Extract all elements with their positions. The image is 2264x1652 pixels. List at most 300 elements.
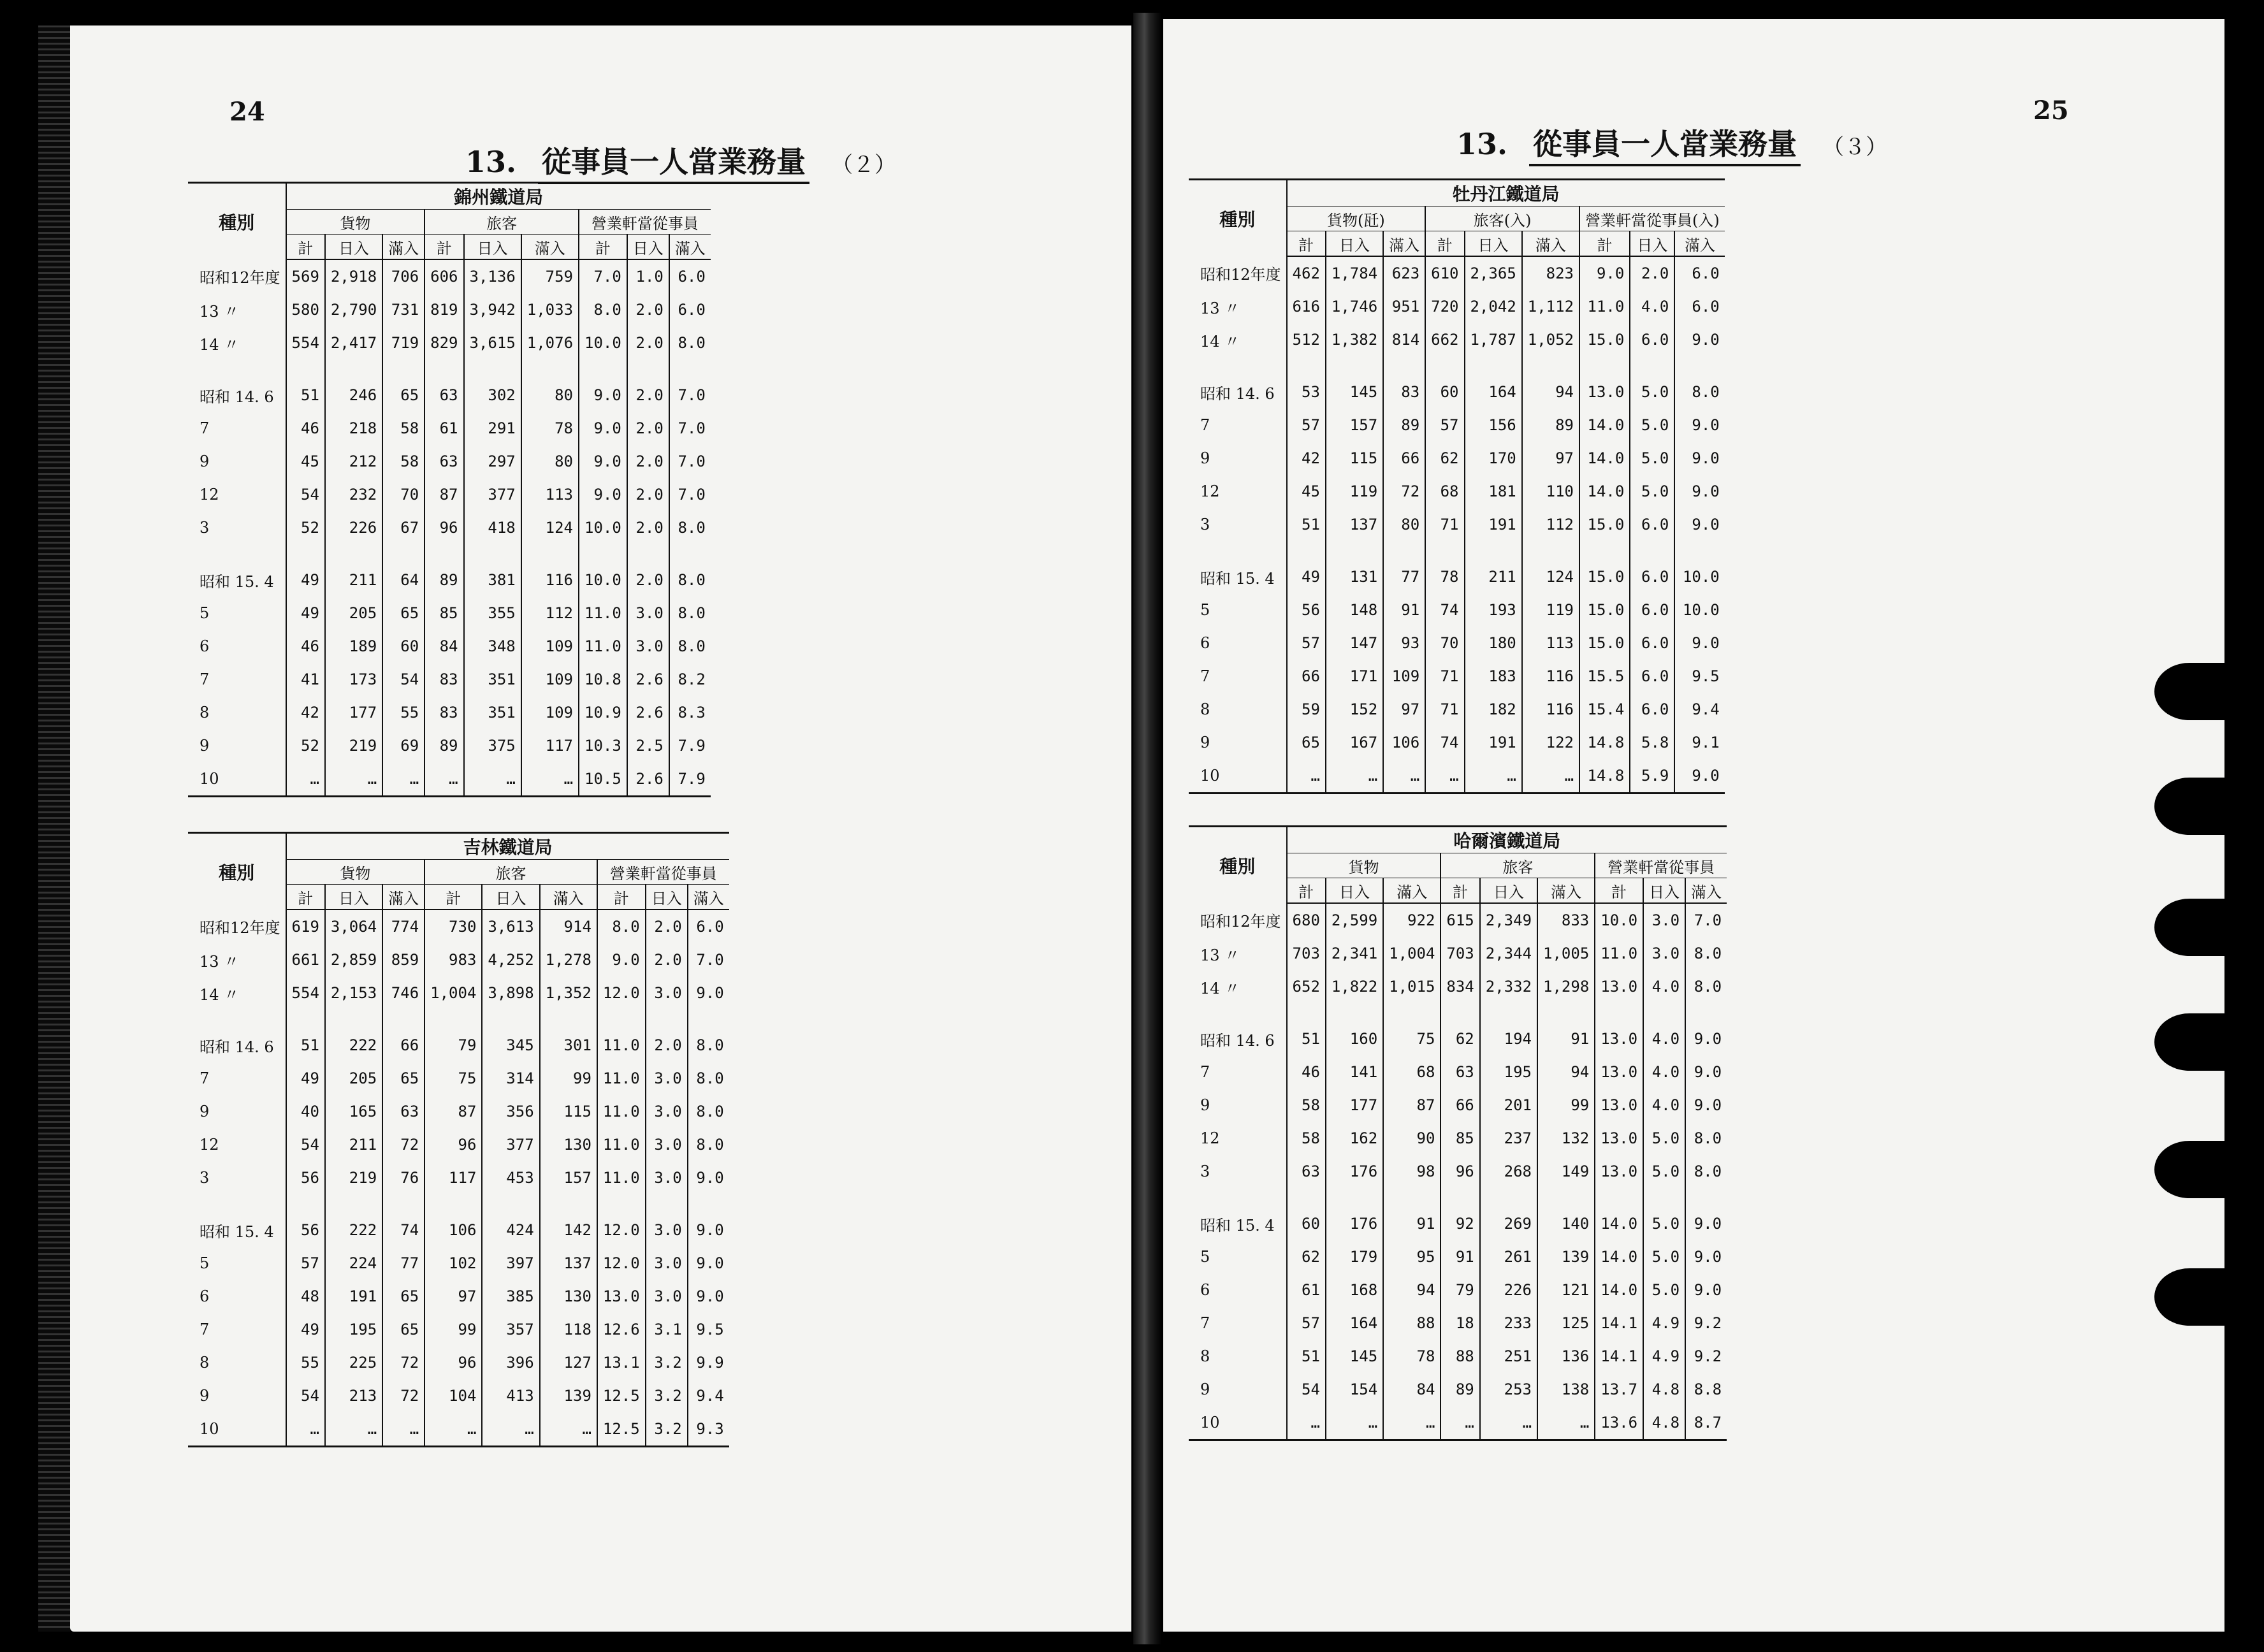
data-cell: 5.0	[1643, 1273, 1685, 1307]
data-cell: 139	[1537, 1240, 1595, 1273]
data-cell: 45	[286, 445, 325, 478]
title-text: 従事員一人當業務量	[538, 145, 809, 184]
table-row	[188, 630, 711, 663]
spacer-cell	[464, 544, 521, 563]
data-cell: 177	[1326, 1089, 1383, 1122]
data-cell: 2.0	[627, 412, 669, 445]
data-cell: 13.0	[1595, 1122, 1643, 1155]
data-cell: 8.2	[669, 663, 711, 696]
data-cell: 72	[382, 1346, 424, 1379]
spacer-cell	[1537, 1003, 1595, 1022]
column-group-header: 貨物(瓩)	[1287, 207, 1426, 231]
data-cell: 381	[464, 563, 521, 597]
spacer-cell	[464, 359, 521, 379]
data-cell: 79	[1440, 1273, 1479, 1307]
data-cell: 2.6	[627, 663, 669, 696]
column-header: 日入	[1326, 878, 1383, 904]
data-cell: 11.0	[1579, 290, 1630, 323]
column-header: 滿入	[1522, 231, 1579, 257]
row-label: 12	[1200, 1129, 1220, 1147]
data-cell: …	[1425, 759, 1464, 793]
data-cell: 53	[1287, 375, 1326, 409]
spacer-cell	[382, 1010, 424, 1029]
data-cell: 1,298	[1537, 970, 1595, 1003]
spacer-cell	[1685, 1003, 1727, 1022]
table-row	[188, 326, 711, 359]
data-cell: 5.9	[1630, 759, 1674, 793]
data-cell: 118	[540, 1313, 597, 1346]
data-cell: 64	[382, 563, 424, 597]
data-cell: …	[1522, 759, 1579, 793]
data-cell: …	[482, 1412, 539, 1447]
row-label: 5	[200, 1254, 210, 1272]
data-cell: 157	[540, 1161, 597, 1194]
data-cell: 11.0	[597, 1095, 646, 1128]
data-cell: 54	[382, 663, 424, 696]
row-label: 7	[200, 1321, 210, 1338]
spacer-cell	[1522, 356, 1579, 375]
spacer-cell	[1674, 541, 1724, 560]
data-cell: …	[1480, 1406, 1537, 1440]
data-cell: 211	[325, 563, 382, 597]
title-text: 從事員一人當業務量	[1529, 127, 1801, 166]
data-cell: 610	[1425, 256, 1464, 290]
data-cell: 5.0	[1630, 442, 1674, 475]
row-label: 13 〃	[1200, 946, 1240, 964]
data-cell: 12.0	[597, 976, 646, 1010]
data-cell: 57	[1287, 409, 1326, 442]
row-label: 9	[1200, 1380, 1210, 1398]
table-row	[1189, 1307, 1727, 1340]
data-cell: 61	[1287, 1273, 1326, 1307]
data-cell: 706	[382, 259, 424, 293]
data-cell: 3.2	[646, 1379, 688, 1412]
table-row	[1189, 693, 1725, 726]
page-notch	[2154, 663, 2224, 720]
data-cell: 57	[1425, 409, 1464, 442]
column-header: 滿入	[1685, 878, 1727, 904]
data-cell: 157	[1326, 409, 1383, 442]
data-cell: 193	[1465, 593, 1522, 627]
data-cell: 10.0	[1674, 560, 1724, 593]
data-cell: 85	[1440, 1122, 1479, 1155]
table-row	[1189, 1273, 1727, 1307]
data-cell: …	[424, 1412, 482, 1447]
data-cell: 80	[521, 445, 579, 478]
data-cell: 191	[1465, 726, 1522, 759]
table-row	[1189, 1240, 1727, 1273]
data-cell: 269	[1480, 1207, 1537, 1240]
spacer-cell	[521, 544, 579, 563]
data-cell: 5.0	[1643, 1155, 1685, 1188]
data-cell: 115	[1326, 442, 1383, 475]
data-cell: 71	[1425, 508, 1464, 541]
data-cell: 9.0	[1685, 1273, 1727, 1307]
data-cell: 156	[1465, 409, 1522, 442]
spacer-cell	[597, 1010, 646, 1029]
data-cell: 63	[424, 445, 463, 478]
spacer-cell	[286, 544, 325, 563]
data-cell: 3.0	[646, 1062, 688, 1095]
row-spacer	[1189, 1003, 1727, 1022]
table-row	[1189, 323, 1725, 356]
data-cell: 3,136	[464, 259, 521, 293]
data-cell: 96	[424, 511, 463, 544]
data-cell: 580	[286, 293, 325, 326]
data-cell: 413	[482, 1379, 539, 1412]
data-cell: 2.5	[627, 729, 669, 762]
column-group-header: 貨物	[1287, 853, 1441, 878]
spacer-cell	[286, 1010, 325, 1029]
data-cell: 66	[1287, 660, 1326, 693]
data-cell: 191	[325, 1280, 382, 1313]
spacer-cell	[1326, 1003, 1383, 1022]
data-cell: 774	[382, 909, 424, 943]
data-cell: 6.0	[1674, 256, 1724, 290]
row-label: 13 〃	[1200, 299, 1240, 317]
data-cell: 3.0	[646, 976, 688, 1010]
data-cell: 160	[1326, 1022, 1383, 1055]
page-notch	[2154, 778, 2224, 835]
spacer-cell	[325, 1010, 382, 1029]
spacer-cell	[1480, 1188, 1537, 1207]
data-cell: 14.0	[1595, 1273, 1643, 1307]
data-cell: 65	[382, 1280, 424, 1313]
data-cell: 195	[1480, 1055, 1537, 1089]
data-cell: 141	[1326, 1055, 1383, 1089]
data-cell: …	[286, 1412, 325, 1447]
office-name: 錦州鐵道局	[286, 183, 711, 210]
right-page	[1163, 19, 2224, 1632]
data-cell: 829	[424, 326, 463, 359]
data-cell: 110	[1522, 475, 1579, 508]
data-cell: 205	[325, 597, 382, 630]
data-cell: 15.0	[1579, 323, 1630, 356]
data-cell: 983	[424, 943, 482, 976]
data-cell: 3.0	[646, 1128, 688, 1161]
row-label: 7	[1200, 1314, 1210, 1332]
table-row	[188, 1280, 729, 1313]
data-cell: 219	[325, 729, 382, 762]
title-number: 13.	[1456, 127, 1508, 161]
data-cell: 71	[1425, 693, 1464, 726]
data-cell: 42	[1287, 442, 1326, 475]
title-number: 13.	[465, 145, 517, 179]
data-cell: 6.0	[688, 909, 729, 943]
spacer-cell	[1685, 1188, 1727, 1207]
data-cell: 731	[382, 293, 424, 326]
data-cell: 55	[382, 696, 424, 729]
data-cell: 833	[1537, 903, 1595, 937]
data-cell: 7.9	[669, 762, 711, 797]
data-cell: 3.0	[646, 1247, 688, 1280]
data-cell: 396	[482, 1346, 539, 1379]
data-cell: 4,252	[482, 943, 539, 976]
data-cell: 1,382	[1326, 323, 1383, 356]
table-row	[1189, 1022, 1727, 1055]
spacer-cell	[1537, 1188, 1595, 1207]
data-cell: 15.0	[1579, 593, 1630, 627]
data-cell: 130	[540, 1128, 597, 1161]
data-cell: 109	[521, 663, 579, 696]
row-label: 14 〃	[1200, 332, 1240, 351]
data-cell: …	[1287, 759, 1326, 793]
data-cell: …	[1326, 759, 1383, 793]
table-row	[1189, 560, 1725, 593]
data-cell: 74	[1425, 726, 1464, 759]
spacer-cell	[1189, 541, 1287, 560]
row-label: 7	[1200, 667, 1210, 685]
row-label: 昭和 14. 6	[200, 1038, 274, 1056]
data-cell: 49	[286, 597, 325, 630]
data-cell: 48	[286, 1280, 325, 1313]
spacer-cell	[1189, 1003, 1287, 1022]
data-cell: 3.0	[627, 597, 669, 630]
table-row	[1189, 508, 1725, 541]
data-cell: 2,344	[1480, 937, 1537, 970]
row-label: 13 〃	[200, 302, 240, 321]
data-cell: 127	[540, 1346, 597, 1379]
data-cell: 70	[382, 478, 424, 511]
column-group-header: 旅客	[424, 210, 579, 235]
table-row	[1189, 593, 1725, 627]
data-cell: 1,076	[521, 326, 579, 359]
data-cell: 52	[286, 729, 325, 762]
row-label: 3	[200, 1169, 210, 1187]
spacer-cell	[482, 1194, 539, 1214]
data-cell: 1,787	[1465, 323, 1522, 356]
data-cell: 62	[1287, 1240, 1326, 1273]
data-cell: 385	[482, 1280, 539, 1313]
data-cell: 2.0	[627, 511, 669, 544]
data-cell: 76	[382, 1161, 424, 1194]
spacer-cell	[286, 1194, 325, 1214]
table-row	[188, 1062, 729, 1095]
table-row	[188, 1346, 729, 1379]
spacer-cell	[325, 1194, 382, 1214]
row-label: 7	[200, 670, 210, 688]
data-cell: 9.3	[688, 1412, 729, 1447]
data-cell: 13.0	[1595, 1022, 1643, 1055]
column-header: 計	[1579, 231, 1630, 257]
data-cell: 5.0	[1643, 1207, 1685, 1240]
spacer-cell	[540, 1010, 597, 1029]
data-cell: …	[1537, 1406, 1595, 1440]
data-cell: 2,859	[325, 943, 382, 976]
spacer-cell	[646, 1194, 688, 1214]
data-cell: 96	[424, 1128, 482, 1161]
data-cell: 115	[540, 1095, 597, 1128]
data-cell: 78	[521, 412, 579, 445]
row-label: 5	[200, 604, 210, 622]
data-cell: 3.0	[646, 1161, 688, 1194]
data-cell: 246	[325, 379, 382, 412]
data-cell: 7.0	[669, 379, 711, 412]
spacer-cell	[669, 359, 711, 379]
data-cell: 72	[382, 1379, 424, 1412]
data-cell: 97	[424, 1280, 482, 1313]
data-cell: 1,033	[521, 293, 579, 326]
spacer-cell	[1595, 1003, 1643, 1022]
row-header: 種別	[1219, 208, 1256, 230]
data-cell: 67	[382, 511, 424, 544]
column-header: 計	[424, 235, 463, 260]
data-cell: 95	[1383, 1240, 1440, 1273]
office-name: 哈爾濱鐵道局	[1287, 827, 1727, 853]
table-row	[188, 729, 711, 762]
data-cell: 1,784	[1326, 256, 1383, 290]
spacer-cell	[646, 1010, 688, 1029]
data-cell: 148	[1326, 593, 1383, 627]
data-cell: 46	[286, 412, 325, 445]
data-cell: 834	[1440, 970, 1479, 1003]
data-cell: 173	[325, 663, 382, 696]
data-cell: 63	[382, 1095, 424, 1128]
data-cell: 1,015	[1383, 970, 1440, 1003]
data-cell: …	[382, 762, 424, 797]
data-cell: 65	[382, 379, 424, 412]
column-header: 日入	[627, 235, 669, 260]
column-header: 日入	[482, 885, 539, 910]
table-row	[188, 511, 711, 544]
data-cell: 52	[286, 511, 325, 544]
data-cell: 2.0	[646, 909, 688, 943]
data-cell: 106	[1383, 726, 1425, 759]
data-cell: 181	[1465, 475, 1522, 508]
data-cell: 623	[1383, 256, 1425, 290]
spacer-cell	[1383, 1003, 1440, 1022]
data-cell: 71	[1425, 660, 1464, 693]
data-cell: 54	[286, 1128, 325, 1161]
data-cell: 3.0	[646, 1095, 688, 1128]
row-label: 昭和 14. 6	[1200, 1031, 1275, 1050]
spacer-cell	[382, 1194, 424, 1214]
spacer-cell	[1630, 541, 1674, 560]
spacer-cell	[1189, 1188, 1287, 1207]
data-cell: 94	[1383, 1273, 1440, 1307]
data-cell: 79	[424, 1029, 482, 1062]
data-cell: 85	[424, 597, 463, 630]
data-cell: 951	[1383, 290, 1425, 323]
data-cell: 9.9	[688, 1346, 729, 1379]
row-label: 14 〃	[200, 335, 240, 354]
data-cell: 89	[1440, 1373, 1479, 1406]
data-cell: 11.0	[597, 1062, 646, 1095]
data-cell: 177	[325, 696, 382, 729]
data-cell: 147	[1326, 627, 1383, 660]
data-cell: 1,004	[424, 976, 482, 1010]
spacer-cell	[669, 544, 711, 563]
data-cell: 1,352	[540, 976, 597, 1010]
column-group-header: 旅客(入)	[1425, 207, 1579, 231]
data-cell: 89	[1383, 409, 1425, 442]
data-cell: 2,918	[325, 259, 382, 293]
data-cell: 9.0	[1685, 1022, 1727, 1055]
row-label: 昭和 14. 6	[1200, 384, 1275, 403]
data-cell: 11.0	[1595, 937, 1643, 970]
data-cell: 9.0	[1685, 1207, 1727, 1240]
data-cell: 56	[286, 1214, 325, 1247]
table-row	[1189, 290, 1725, 323]
column-header: 計	[597, 885, 646, 910]
column-header: 滿入	[1537, 878, 1595, 904]
data-cell: 8.0	[1685, 970, 1727, 1003]
data-cell: 83	[1383, 375, 1425, 409]
table-row	[188, 478, 711, 511]
table-row	[1189, 1373, 1727, 1406]
row-label: 8	[200, 704, 210, 721]
data-cell: 2,365	[1465, 256, 1522, 290]
data-cell: 142	[540, 1214, 597, 1247]
data-cell: 922	[1383, 903, 1440, 937]
data-cell: 119	[1326, 475, 1383, 508]
row-header: 種別	[219, 862, 255, 883]
data-cell: 195	[325, 1313, 382, 1346]
data-cell: 60	[1425, 375, 1464, 409]
data-cell: 18	[1440, 1307, 1479, 1340]
data-cell: 78	[1425, 560, 1464, 593]
column-header: 日入	[1326, 231, 1383, 257]
data-cell: 51	[286, 379, 325, 412]
table-row	[188, 293, 711, 326]
data-cell: 703	[1287, 937, 1326, 970]
data-cell: 5.8	[1630, 726, 1674, 759]
data-cell: 94	[1522, 375, 1579, 409]
spacer-cell	[1643, 1188, 1685, 1207]
data-cell: 3,613	[482, 909, 539, 943]
data-cell: 218	[325, 412, 382, 445]
statistics-table	[188, 832, 729, 1447]
column-group-header: 營業軒當從事員(入)	[1579, 207, 1725, 231]
data-cell: 10.0	[579, 326, 627, 359]
row-spacer	[188, 1010, 729, 1029]
data-cell: 226	[325, 511, 382, 544]
data-cell: 9.0	[688, 1247, 729, 1280]
row-label: 3	[200, 519, 210, 537]
data-cell: 13.0	[597, 1280, 646, 1313]
spacer-cell	[1630, 356, 1674, 375]
column-header: 日入	[325, 885, 382, 910]
data-cell: 9.0	[1674, 409, 1724, 442]
data-cell: 6.0	[1630, 593, 1674, 627]
table-row	[188, 379, 711, 412]
table-row	[1189, 375, 1725, 409]
data-cell: 56	[286, 1161, 325, 1194]
data-cell: 9.5	[1674, 660, 1724, 693]
data-cell: 167	[1326, 726, 1383, 759]
spacer-cell	[188, 1010, 286, 1029]
data-cell: 112	[1522, 508, 1579, 541]
data-cell: 65	[1287, 726, 1326, 759]
data-cell: 859	[382, 943, 424, 976]
data-cell: 4.0	[1643, 970, 1685, 1003]
data-cell: 15.4	[1579, 693, 1630, 726]
data-cell: 139	[540, 1379, 597, 1412]
row-label: 昭和 15. 4	[200, 1222, 274, 1241]
data-cell: 2.0	[627, 379, 669, 412]
data-cell: 137	[540, 1247, 597, 1280]
data-cell: 57	[286, 1247, 325, 1280]
column-group-header: 旅客	[424, 860, 597, 885]
data-cell: 205	[325, 1062, 382, 1095]
data-cell: 59	[1287, 693, 1326, 726]
data-cell: 301	[540, 1029, 597, 1062]
data-cell: 3.2	[646, 1346, 688, 1379]
office-name: 牡丹江鐵道局	[1287, 180, 1725, 207]
column-header: 計	[1595, 878, 1643, 904]
row-label: 10	[188, 1412, 286, 1447]
data-cell: 424	[482, 1214, 539, 1247]
